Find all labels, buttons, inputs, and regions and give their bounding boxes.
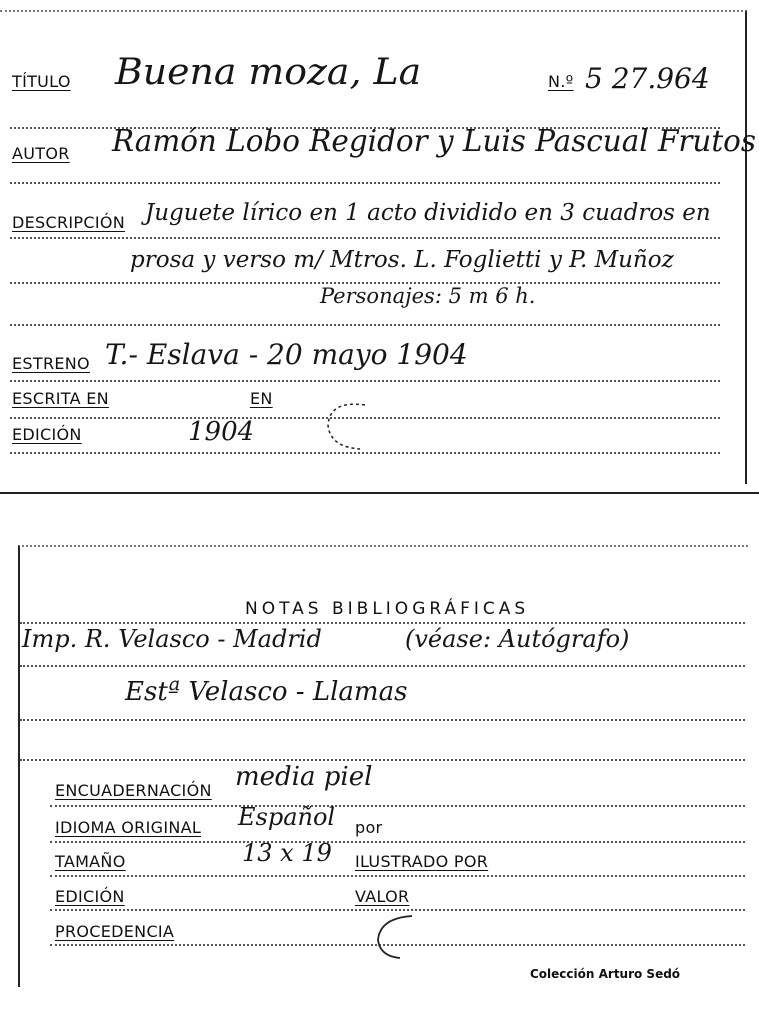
note2: Estª Velasco - Llamas xyxy=(125,677,408,707)
por-label: por xyxy=(355,818,383,837)
collection-footer: Colección Arturo Sedó xyxy=(530,967,681,981)
hole-punch-mark xyxy=(310,395,380,455)
titulo-label: TÍTULO xyxy=(12,72,71,91)
catalog-card-bottom xyxy=(18,545,748,987)
descripcion-line3: Personajes: 5 m 6 h. xyxy=(320,284,536,308)
estreno-label: ESTRENO xyxy=(12,354,90,373)
procedencia-label: PROCEDENCIA xyxy=(55,922,175,941)
descripcion-label: DESCRIPCIÓN xyxy=(12,213,125,232)
descripcion-line2: prosa y verso m/ Mtros. L. Foglietti y P. Muñoz xyxy=(130,247,674,273)
escrita-en-label: ESCRITA EN xyxy=(12,389,109,408)
estreno-value: T.- Eslava - 20 mayo 1904 xyxy=(105,338,468,371)
numero-label: N.º xyxy=(548,72,574,91)
autor-value: Ramón Lobo Regidor y Luis Pascual Frutos xyxy=(112,124,756,159)
edicion-label: EDICIÓN xyxy=(12,425,82,444)
idioma-value: Español xyxy=(238,803,336,831)
edicion-bottom-label: EDICIÓN xyxy=(55,887,125,906)
tamano-label: TAMAÑO xyxy=(55,852,126,871)
titulo-value: Buena moza, La xyxy=(115,52,422,93)
catalog-card-top xyxy=(0,10,756,484)
hole-punch-mark-bottom xyxy=(370,912,420,962)
numero-value: 5 27.964 xyxy=(585,62,710,95)
en-label: EN xyxy=(250,389,273,408)
note1-right: (véase: Autógrafo) xyxy=(405,625,630,653)
autor-label: AUTOR xyxy=(12,144,70,163)
encuadernacion-value: media piel xyxy=(235,762,373,792)
edicion-value: 1904 xyxy=(188,417,255,447)
ilustrado-label: ILUSTRADO POR xyxy=(355,852,489,871)
notas-header: NOTAS BIBLIOGRÁFICAS xyxy=(245,599,530,619)
note1-left: Imp. R. Velasco - Madrid xyxy=(22,625,322,653)
idioma-label: IDIOMA ORIGINAL xyxy=(55,818,202,837)
valor-label: VALOR xyxy=(355,887,410,906)
card-separator-line xyxy=(0,492,759,494)
tamano-value: 13 x 19 xyxy=(242,839,332,867)
descripcion-line1: Juguete lírico en 1 acto dividido en 3 cuadros en xyxy=(145,200,711,226)
encuadernacion-label: ENCUADERNACIÓN xyxy=(55,781,212,800)
